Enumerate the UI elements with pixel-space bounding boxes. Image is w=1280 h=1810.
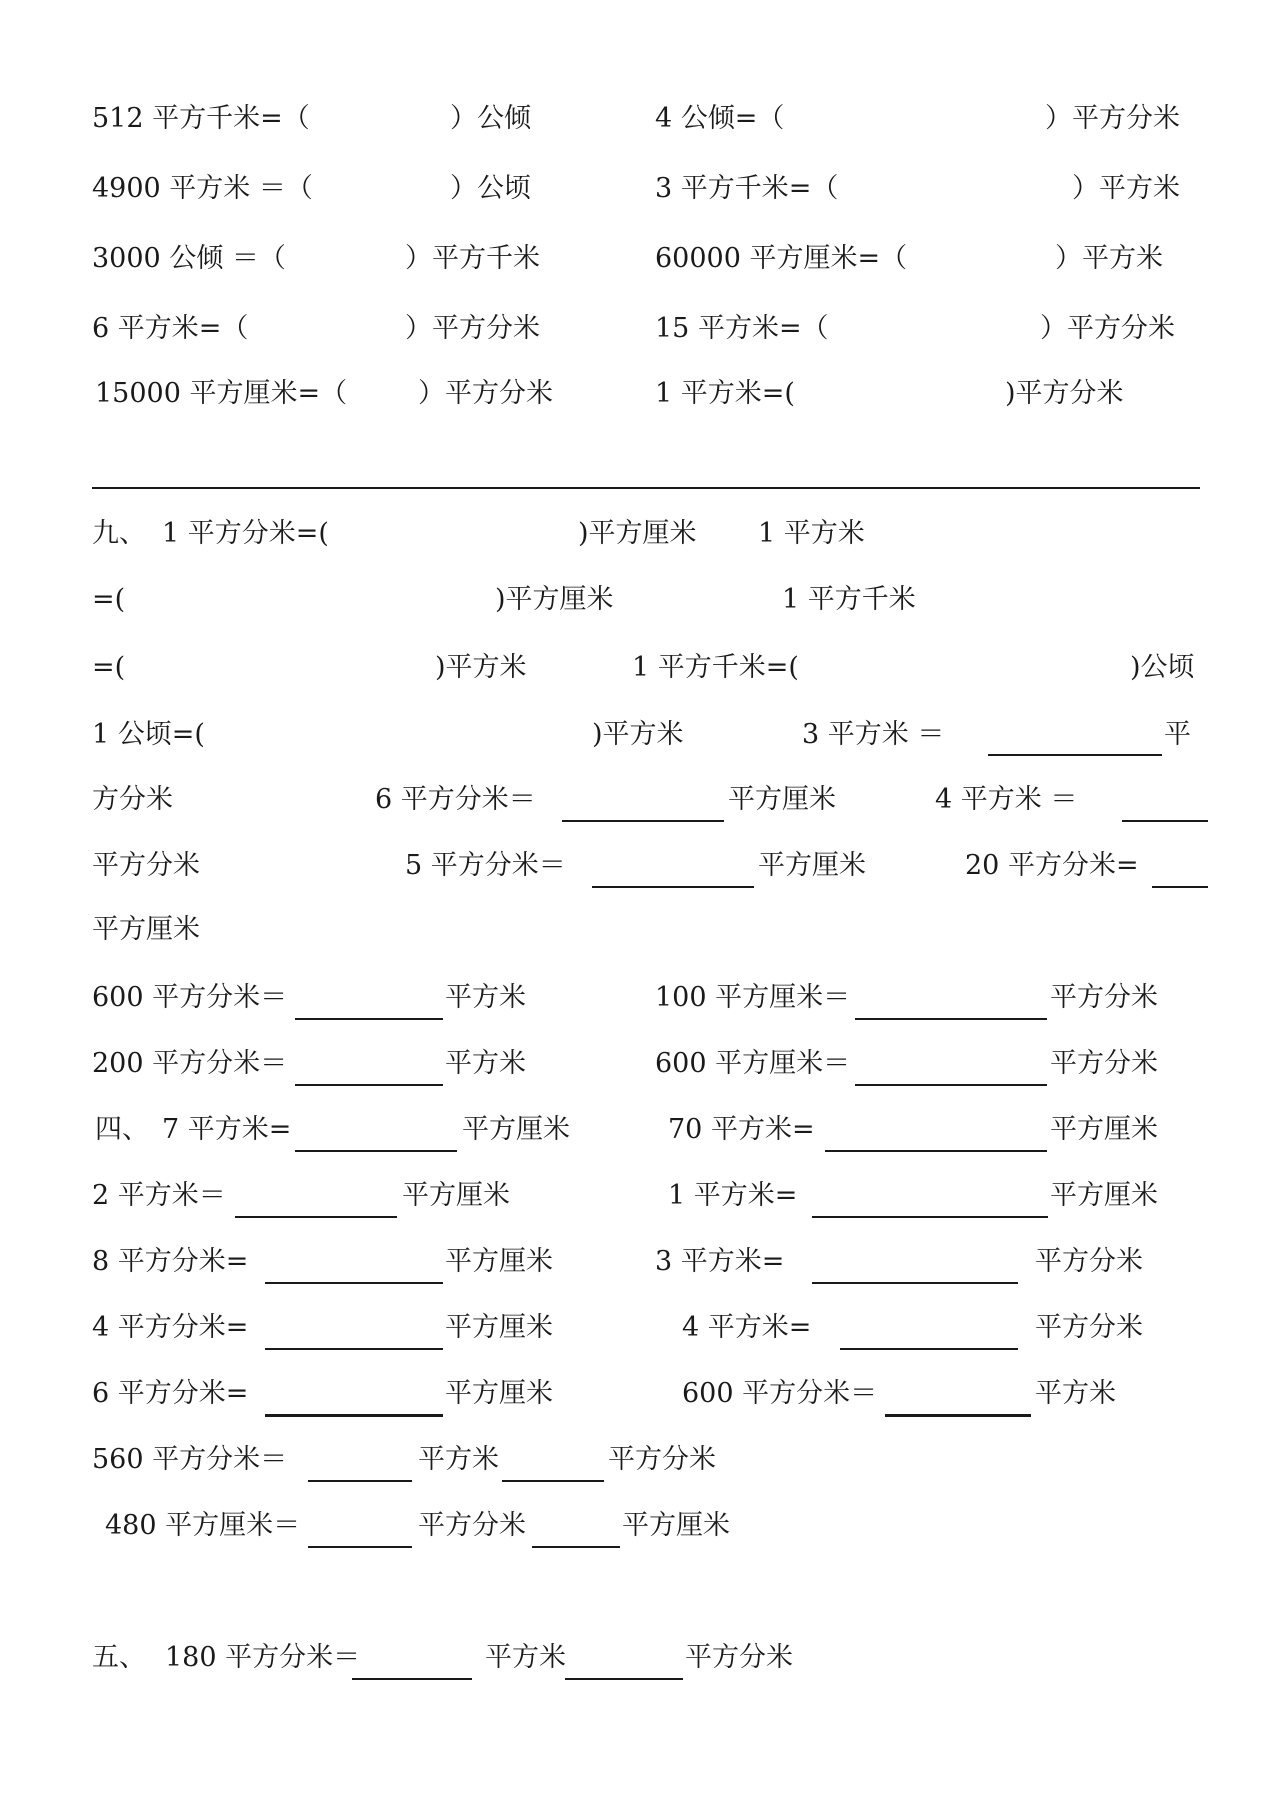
s4-q3-unit: 平方厘米 — [402, 1180, 510, 1211]
answer-blank[interactable] — [812, 1282, 1018, 1284]
answer-blank[interactable] — [812, 1216, 1048, 1218]
answer-blank[interactable] — [502, 1480, 604, 1482]
section-5-label: 五、 — [92, 1642, 146, 1673]
answer-blank[interactable] — [265, 1348, 443, 1350]
s9-q8-left: 4 平方米 ＝ — [935, 784, 1078, 815]
q-4ha-left: 4 公倾=（ — [655, 103, 785, 134]
answer-blank[interactable] — [295, 1084, 443, 1086]
s9-q5-right: )平方米 — [592, 719, 684, 750]
s9-q3-open: =( — [92, 652, 126, 683]
s4-q1-left: 7 平方米= — [162, 1114, 292, 1145]
s4-q11-unit-2: 平方分米 — [608, 1444, 716, 1475]
s4-q5-left: 8 平方分米= — [92, 1246, 249, 1277]
s4-q7-unit: 平方厘米 — [445, 1312, 553, 1343]
s4-q8-unit: 平方分米 — [1035, 1312, 1143, 1343]
s9-q10-unit: 平方厘米 — [92, 914, 200, 945]
s9-q11-left: 600 平方分米＝ — [92, 982, 288, 1013]
answer-blank[interactable] — [1122, 820, 1208, 822]
answer-blank[interactable] — [592, 886, 754, 888]
q-60000cm2-right: ）平方米 — [1055, 243, 1163, 274]
s4-q5-unit: 平方厘米 — [445, 1246, 553, 1277]
s9-q7-left: 6 平方分米＝ — [375, 784, 536, 815]
s9-q7-unit: 平方厘米 — [728, 784, 836, 815]
s9-q13-left: 200 平方分米＝ — [92, 1048, 288, 1079]
answer-blank[interactable] — [352, 1678, 472, 1680]
answer-blank[interactable] — [308, 1480, 412, 1482]
answer-blank[interactable] — [825, 1150, 1047, 1152]
answer-blank[interactable] — [840, 1348, 1018, 1350]
answer-blank[interactable] — [562, 820, 724, 822]
answer-blank[interactable] — [295, 1150, 457, 1152]
answer-blank[interactable] — [855, 1018, 1047, 1020]
s5-q1-unit-1: 平方米 — [485, 1642, 566, 1673]
s9-q12-unit: 平方分米 — [1050, 982, 1158, 1013]
s9-q4-right: )公顷 — [1130, 652, 1195, 683]
s9-q1-left: 1 平方分米=( — [162, 518, 329, 549]
q-1m2-left: 1 平方米=( — [655, 378, 795, 409]
q-3000ha-left: 3000 公倾 ＝（ — [92, 243, 286, 274]
s5-q1-unit-2: 平方分米 — [685, 1642, 793, 1673]
s9-q3-left: 1 平方千米 — [782, 584, 916, 615]
q-4900m2-left: 4900 平方米 ＝（ — [92, 173, 313, 204]
q-3km2-left: 3 平方千米=（ — [655, 173, 839, 204]
s9-q1-right: )平方厘米 — [578, 518, 697, 549]
s9-q6-unit-end: 方分米 — [92, 784, 173, 815]
answer-blank[interactable] — [1152, 886, 1208, 888]
q-15m2-left: 15 平方米=（ — [655, 313, 829, 344]
s9-q12-left: 100 平方厘米＝ — [655, 982, 851, 1013]
q-6m2-right: ）平方分米 — [405, 313, 540, 344]
s9-q2-open: =( — [92, 584, 126, 615]
s4-q12-unit-2: 平方厘米 — [622, 1510, 730, 1541]
q-512km2-left: 512 平方千米=（ — [92, 103, 310, 134]
s4-q6-unit: 平方分米 — [1035, 1246, 1143, 1277]
s9-q2-right: )平方厘米 — [495, 584, 614, 615]
section-divider — [92, 487, 1200, 489]
s4-q2-left: 70 平方米= — [668, 1114, 815, 1145]
q-1m2-right: )平方分米 — [1005, 378, 1124, 409]
s9-q6-unit-start: 平 — [1164, 719, 1191, 750]
q-3km2-right: ）平方米 — [1072, 173, 1180, 204]
q-3000ha-right: ）平方千米 — [405, 243, 540, 274]
answer-blank[interactable] — [265, 1414, 443, 1417]
q-6m2-left: 6 平方米=（ — [92, 313, 249, 344]
s9-q4-left: 1 平方千米=( — [632, 652, 799, 683]
s9-q13-unit: 平方米 — [445, 1048, 526, 1079]
s4-q12-left: 480 平方厘米＝ — [105, 1510, 301, 1541]
s9-q9-left: 5 平方分米＝ — [405, 850, 566, 881]
answer-blank[interactable] — [885, 1414, 1031, 1417]
answer-blank[interactable] — [265, 1282, 443, 1284]
s9-q10-left: 20 平方分米= — [965, 850, 1139, 881]
answer-blank[interactable] — [295, 1018, 443, 1020]
section-4-label: 四、 — [95, 1114, 149, 1145]
answer-blank[interactable] — [308, 1546, 412, 1548]
answer-blank[interactable] — [532, 1546, 620, 1548]
s9-q6-left: 3 平方米 ＝ — [802, 719, 945, 750]
s4-q11-unit-1: 平方米 — [418, 1444, 499, 1475]
s4-q11-left: 560 平方分米＝ — [92, 1444, 288, 1475]
q-4900m2-right: ）公顷 — [450, 173, 531, 204]
s4-q6-left: 3 平方米= — [655, 1246, 785, 1277]
answer-blank[interactable] — [855, 1084, 1047, 1086]
s4-q3-left: 2 平方米＝ — [92, 1180, 226, 1211]
s5-q1-left: 180 平方分米＝ — [165, 1642, 361, 1673]
s4-q9-unit: 平方厘米 — [445, 1378, 553, 1409]
s4-q10-unit: 平方米 — [1035, 1378, 1116, 1409]
q-15000cm2-left: 15000 平方厘米=（ — [95, 378, 348, 409]
answer-blank[interactable] — [235, 1216, 397, 1218]
q-15000cm2-right: ）平方分米 — [418, 378, 553, 409]
s4-q7-left: 4 平方分米= — [92, 1312, 249, 1343]
s4-q10-left: 600 平方分米＝ — [682, 1378, 878, 1409]
s4-q4-unit: 平方厘米 — [1050, 1180, 1158, 1211]
s4-q8-left: 4 平方米= — [682, 1312, 812, 1343]
s9-q9-unit: 平方厘米 — [758, 850, 866, 881]
answer-blank[interactable] — [565, 1678, 683, 1680]
q-15m2-right: ）平方分米 — [1040, 313, 1175, 344]
s4-q9-left: 6 平方分米= — [92, 1378, 249, 1409]
s4-q2-unit: 平方厘米 — [1050, 1114, 1158, 1145]
s9-q3-right: )平方米 — [435, 652, 527, 683]
answer-blank[interactable] — [988, 754, 1162, 756]
q-512km2-right: ）公倾 — [450, 103, 531, 134]
s9-q14-unit: 平方分米 — [1050, 1048, 1158, 1079]
s9-q8-unit: 平方分米 — [92, 850, 200, 881]
s9-q2-left: 1 平方米 — [758, 518, 865, 549]
s9-q14-left: 600 平方厘米＝ — [655, 1048, 851, 1079]
q-60000cm2-left: 60000 平方厘米=（ — [655, 243, 908, 274]
q-4ha-right: ）平方分米 — [1045, 103, 1180, 134]
section-9-label: 九、 — [92, 518, 146, 549]
s4-q4-left: 1 平方米= — [668, 1180, 798, 1211]
s9-q11-unit: 平方米 — [445, 982, 526, 1013]
s9-q5-left: 1 公顷=( — [92, 719, 205, 750]
s4-q1-unit: 平方厘米 — [462, 1114, 570, 1145]
s4-q12-unit-1: 平方分米 — [418, 1510, 526, 1541]
